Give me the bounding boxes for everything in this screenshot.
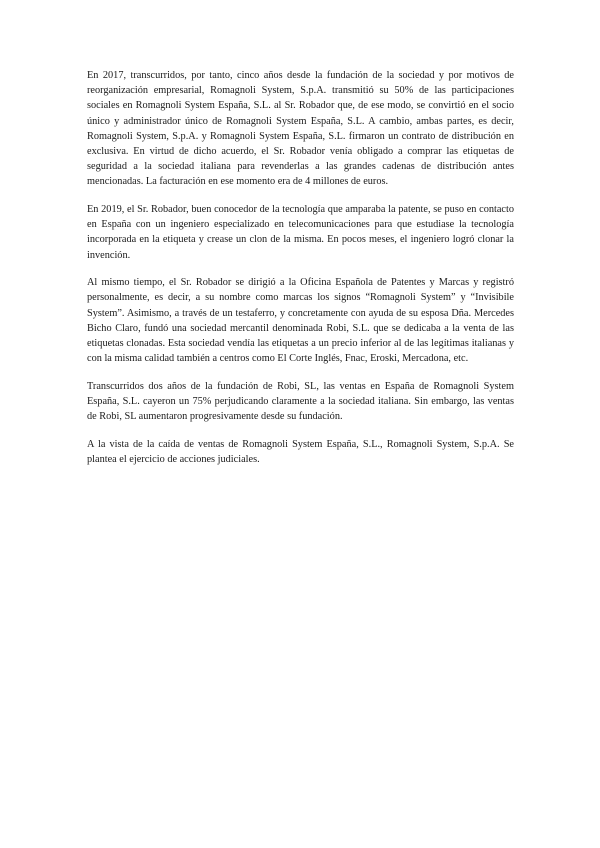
paragraph-3: Al mismo tiempo, el Sr. Robador se dirigió a la Oficina Española de Patentes y Marcas y registró personalmente, es decir, a su nombre como marcas los signos “Romagnoli System” y “Invisibile System”. Asimismo, a través de un testaferro, y concretamente con ayuda de su esposa Dña. Mercedes Bicho Claro, fundó una sociedad mercantil denominada Robi, S.L. que se dedicaba a la venta de las etiquetas clonadas. Esta sociedad vendía las etiquetas a un precio inferior al de las legítimas italianas y con la misma calidad también a centros como El Corte Inglés, Fnac, Eroski, Mercadona, etc.: [87, 277, 514, 365]
paragraph-2: En 2019, el Sr. Robador, buen conocedor de la tecnología que amparaba la patente, se puso en contacto en España con un ingeniero especializado en telecomunicaciones para que estudiase la tecnología incorporada en la etiqueta y crease un clon de la misma. En pocos meses, el ingeniero logró clonar la invención.: [87, 204, 514, 261]
document-body: [87, 68, 514, 480]
paragraph-4: Transcurridos dos años de la fundación de Robi, SL, las ventas en España de Romagnoli System España, S.L. cayeron un 75% perjudicando claramente a la sociedad italiana. Sin embargo, las ventas de Robi, SL aumentaron progresivamente desde su fundación.: [87, 380, 514, 423]
paragraph-1: En 2017, transcurridos, por tanto, cinco años desde la fundación de la sociedad y por motivos de reorganización empresarial, Romagnoli System, S.p.A. transmitió su 50% de las participaciones sociales en Romagnoli System España, S.L. al Sr. Robador que, de ese modo, se convirtió en el socio único y administrador único de Romagnoli System España, S.L. A cambio, ambas partes, es decir, Romagnoli System, S.p.A. y Romagnoli System España, S.L. firmaron un contrato de distribución en exclusiva. En virtud de dicho acuerdo, el Sr. Robador venía obligado a comprar las etiquetas de seguridad a la sociedad italiana para revenderlas a las grandes cadenas de distribución antes mencionadas. La facturación en ese momento era de 4 millones de euros.: [87, 70, 514, 188]
paragraph-5: A la vista de la caída de ventas de Romagnoli System España, S.L., Romagnoli System, S.p.A. Se plantea el ejercicio de acciones judiciales.: [87, 438, 514, 466]
